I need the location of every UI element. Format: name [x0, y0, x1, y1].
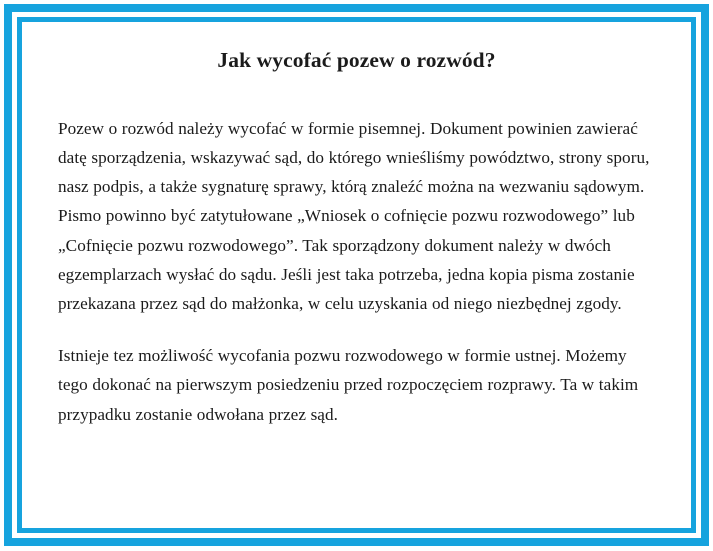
decorative-frame-gap	[12, 12, 701, 538]
body-paragraph: Istnieje tez możliwość wycofania pozwu rozwodowego w formie ustnej. Możemy tego dokonać na pierwszym posiedzeniu przed rozpoczęciem rozprawy. Ta w takim przypadku zostanie odwołana przez sąd.	[58, 346, 639, 424]
document-content	[22, 22, 691, 528]
page-title: Jak wycofać pozew o rozwód?	[217, 48, 496, 72]
decorative-frame-inner	[17, 17, 696, 533]
body-paragraph: Pozew o rozwód należy wycofać w formie pisemnej. Dokument powinien zawierać datę sporządzenia, wskazywać sąd, do którego wnieśliśmy powództwo, strony sporu, nasz podpis, a także sygnaturę sprawy, którą znaleźć można na wezwaniu sądowym. Pismo powinno być zatytułowane „Wniosek o cofnięcie pozwu rozwodowego” lub „Cofnięcie pozwu rozwodowego”. Tak sporządzony dokument należy w dwóch egzemplarzach wysłać do sądu. Jeśli jest taka potrzeba, jedna kopia pisma zostanie przekazana przez sąd do małżonka, w celu uzyskania od niego niezbędnej zgody.	[58, 118, 650, 314]
document-body	[58, 114, 655, 429]
decorative-frame-outer	[4, 4, 709, 546]
